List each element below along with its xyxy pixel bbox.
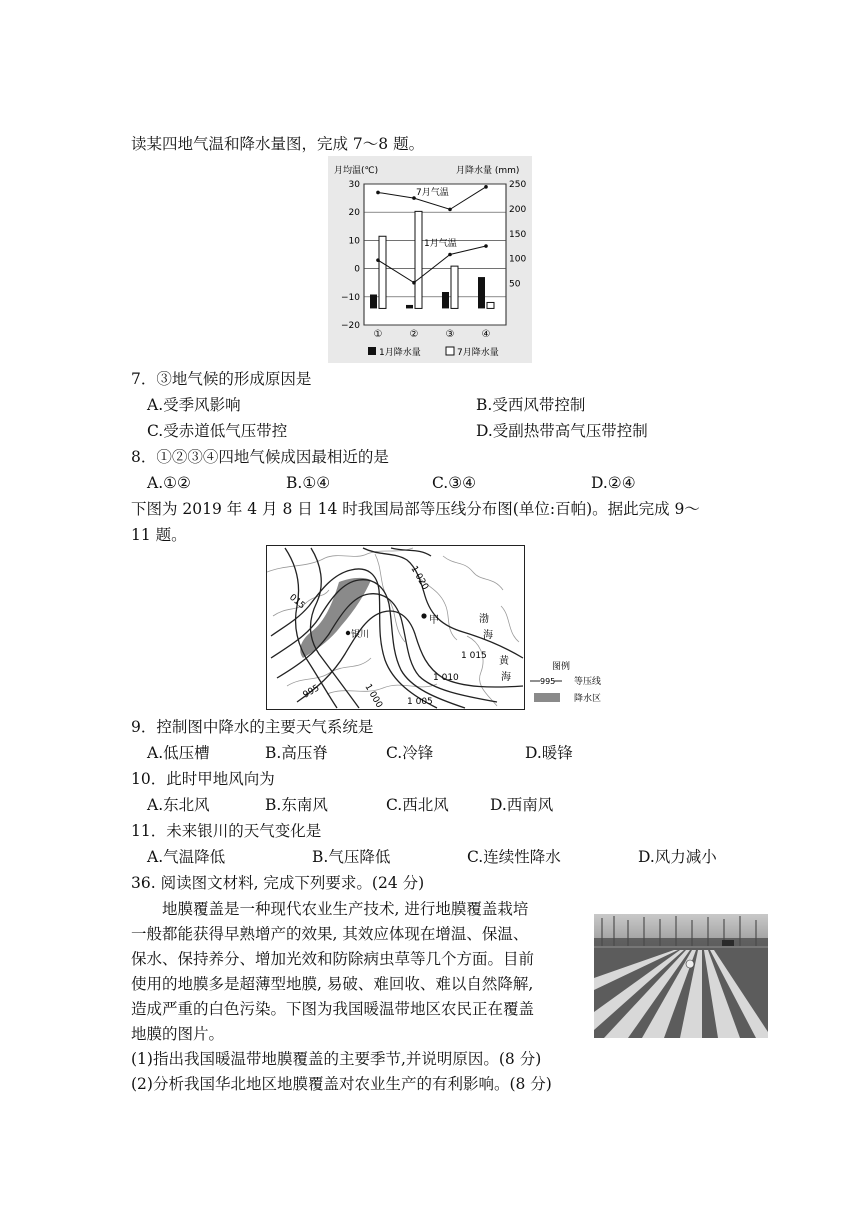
q9-stem: 9．控制图中降水的主要天气系统是: [131, 718, 374, 736]
legend-rain-text: 降水区: [574, 694, 602, 704]
july-temp-point: [448, 208, 452, 212]
legend-isobar-value: 995: [540, 677, 556, 686]
city-yinchuan: 银川: [351, 630, 370, 640]
point-jia: 甲: [429, 615, 439, 626]
q36-para-line1: 地膜覆盖是一种现代农业生产技术, 进行地膜覆盖栽培: [162, 900, 529, 918]
right-tick-label: 50: [509, 279, 521, 290]
jan-temp-point: [376, 258, 380, 262]
q36-para-line3: 保水、保持养分、增加光效和防除病虫草等几个方面。目前: [131, 950, 535, 968]
sea-huanghai-2: 海: [501, 672, 511, 683]
isobar-label-1005: 1 005: [407, 697, 433, 707]
right-tick-label: 250: [509, 180, 527, 190]
q8-stem: 8．①②③④四地气候成因最相近的是: [131, 448, 389, 466]
q10-option-d[interactable]: D.西南风: [490, 796, 554, 814]
left-axis-label: 月均温(℃): [334, 166, 379, 176]
category-label: ①: [373, 329, 383, 340]
right-tick-label: 100: [509, 254, 527, 265]
legend-jul-label: 7月降水量: [457, 348, 499, 358]
jul-precip-bar: [415, 211, 422, 308]
q7-option-d[interactable]: D.受副热带高气压带控制: [476, 422, 648, 440]
isobar-legend-svg: [528, 660, 618, 708]
category-label: ②: [409, 329, 419, 340]
q8-option-b[interactable]: B.①④: [286, 474, 331, 492]
intro-9-11-line2: 11 题。: [131, 526, 187, 544]
intro-7-8: 读某四地气温和降水量图，完成 7～8 题。: [131, 135, 425, 153]
jan-precip-bar: [442, 292, 449, 308]
q36-sub-2: (2)分析我国华北地区地膜覆盖对农业生产的有利影响。(8 分): [131, 1075, 552, 1093]
q7-option-a[interactable]: A.受季风影响: [147, 396, 241, 414]
legend-jan-label: 1月降水量: [379, 348, 421, 358]
farmer-figure: [686, 960, 694, 968]
isobar-lines: [271, 548, 523, 708]
q11-option-c[interactable]: C.连续性降水: [467, 848, 561, 866]
isobar-label-015: 015: [287, 592, 307, 612]
left-tick-label: 30: [348, 180, 360, 190]
map-boundaries: [267, 548, 519, 706]
jul-precip-bar: [451, 266, 458, 308]
mulch-photo: [594, 914, 768, 1038]
mulch-photo-svg: [594, 914, 768, 1038]
isobar-map-svg: [267, 546, 524, 709]
q10-option-b[interactable]: B.东南风: [265, 796, 328, 814]
q9-option-a[interactable]: A.低压槽: [147, 744, 210, 762]
legend-rain-swatch: [534, 693, 560, 702]
category-label: ④: [481, 329, 491, 340]
jan-temp-label: 1月气温: [424, 239, 457, 249]
q36-para-line2: 一般都能获得早熟增产的效果, 其效应体现在增温、保温、: [131, 925, 529, 943]
q7-option-c[interactable]: C.受赤道低气压带控: [147, 422, 288, 440]
yinchuan-point: [346, 631, 350, 635]
q7-stem: 7．③地气候的形成原因是: [131, 370, 312, 388]
jul-precip-bar: [379, 236, 386, 308]
intro-9-11-line1: 下图为 2019 年 4 月 8 日 14 时我国局部等压线分布图(单位:百帕)。据此完成 9～: [131, 500, 700, 518]
isobar-label-1010: 1 010: [433, 673, 459, 683]
left-tick-label: −20: [341, 321, 360, 331]
legend-jan-swatch: [368, 347, 376, 355]
q36-stem: 36. 阅读图文材料, 完成下列要求。(24 分): [131, 874, 425, 892]
q36-para-line5: 造成严重的白色污染。下图为我国暖温带地区农民正在覆盖: [131, 1000, 535, 1018]
category-label: ③: [445, 329, 455, 340]
legend-jul-swatch: [446, 347, 454, 355]
jia-point: [421, 613, 426, 618]
q36-para-line4: 使用的地膜多是超薄型地膜, 易破、难回收、难以自然降解,: [131, 975, 534, 993]
q10-stem: 10．此时甲地风向为: [131, 770, 275, 788]
left-tick-label: −10: [341, 292, 360, 303]
q11-option-a[interactable]: A.气温降低: [147, 848, 226, 866]
july-temp-point: [484, 185, 488, 189]
q11-stem: 11．未来银川的天气变化是: [131, 822, 322, 840]
isobar-label-1015: 1 015: [461, 651, 487, 661]
sea-bohai-1: 渤: [479, 614, 489, 625]
isobar-label-995: 995: [301, 683, 322, 701]
jan-temp-point: [484, 244, 488, 248]
q11-option-b[interactable]: B.气压降低: [312, 848, 391, 866]
q8-option-d[interactable]: D.②④: [591, 474, 636, 492]
jul-precip-bar: [487, 302, 494, 308]
q36-para-line6: 地膜的图片。: [131, 1025, 225, 1043]
q8-option-c[interactable]: C.③④: [432, 474, 477, 492]
climate-chart: [328, 156, 532, 363]
left-tick-label: 0: [354, 264, 360, 275]
sea-huanghai-1: 黄: [499, 656, 509, 667]
isobar-map: [266, 545, 525, 710]
july-temp-label: 7月气温: [416, 188, 449, 198]
isobar-legend: [528, 660, 618, 708]
q10-option-a[interactable]: A.东北风: [147, 796, 210, 814]
jan-precip-bar: [370, 294, 377, 308]
q10-option-c[interactable]: C.西北风: [386, 796, 449, 814]
july-temp-point: [376, 191, 380, 195]
q9-option-d[interactable]: D.暖锋: [525, 744, 573, 762]
jan-precip-bar: [406, 305, 413, 308]
q9-option-b[interactable]: B.高压脊: [265, 744, 328, 762]
isobar-label-1000: 1 000: [362, 682, 384, 709]
q8-option-a[interactable]: A.①②: [147, 474, 191, 492]
left-tick-label: 20: [348, 208, 360, 219]
legend-title: 图例: [552, 662, 571, 672]
jan-temp-point: [412, 281, 416, 285]
jan-precip-bar: [478, 277, 485, 308]
right-tick-label: 150: [509, 229, 527, 240]
right-axis-label: 月降水量 (mm): [456, 166, 520, 176]
q36-sub-1: (1)指出我国暖温带地膜覆盖的主要季节,并说明原因。(8 分): [131, 1050, 542, 1068]
q9-option-c[interactable]: C.冷锋: [386, 744, 434, 762]
climate-chart-svg: [328, 156, 532, 363]
q11-option-d[interactable]: D.风力减小: [638, 848, 717, 866]
sea-bohai-2: 海: [483, 630, 493, 641]
isobar-label-1020: 1 020: [408, 564, 430, 592]
legend-isobar-text: 等压线: [574, 677, 602, 687]
right-tick-label: 200: [509, 204, 527, 215]
left-tick-label: 10: [348, 236, 360, 247]
q7-option-b[interactable]: B.受西风带控制: [476, 396, 586, 414]
jan-temp-point: [448, 253, 452, 257]
